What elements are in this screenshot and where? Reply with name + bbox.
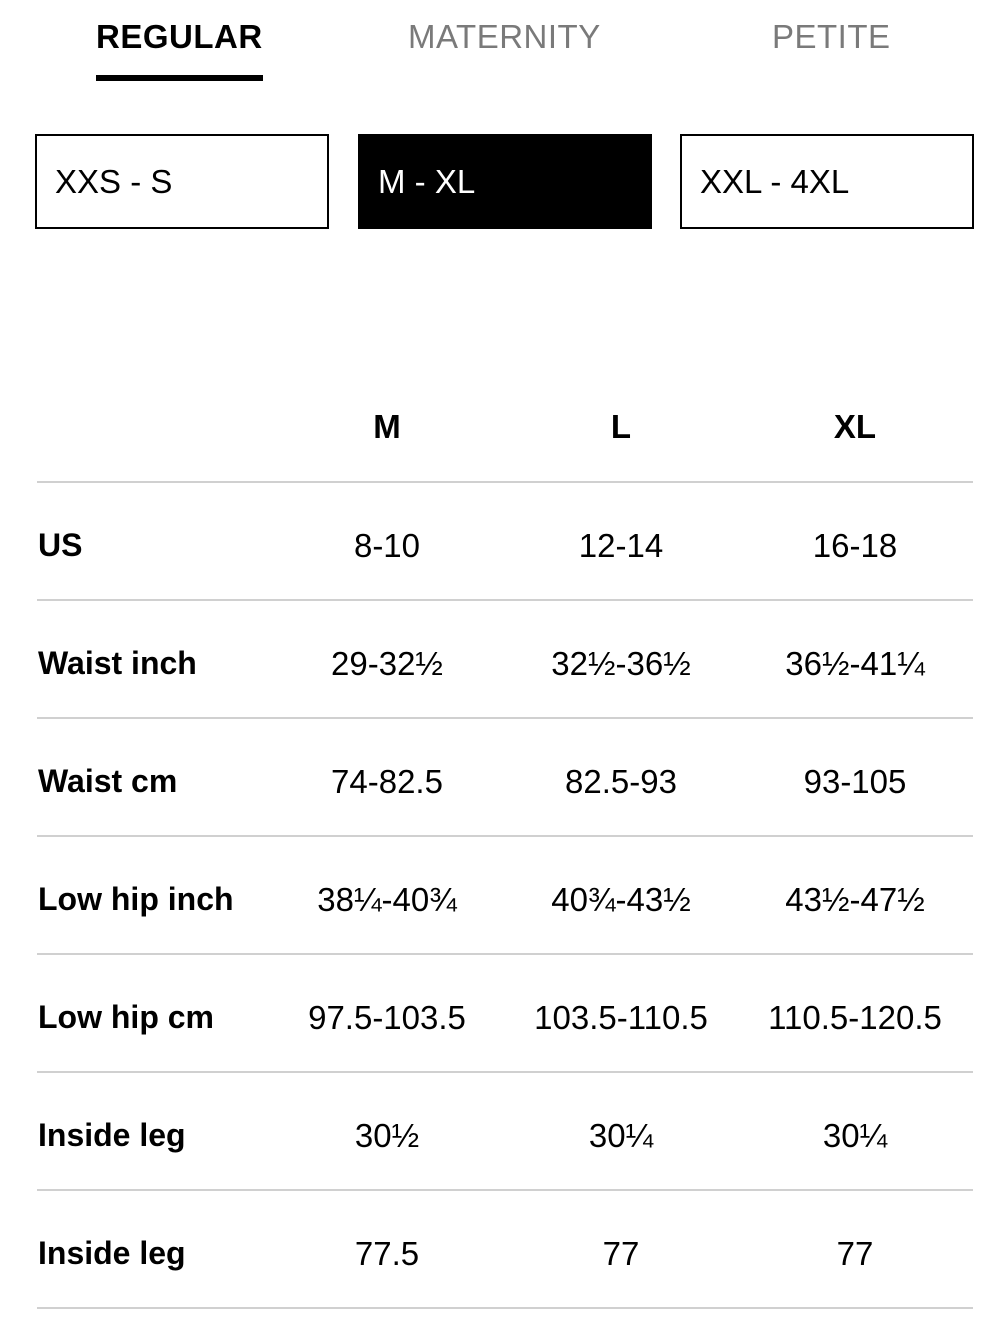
row-divider <box>37 953 973 955</box>
cell-low-hip-inch-xl: 43½-47½ <box>785 881 925 918</box>
size-range-m-xl-button[interactable]: M - XL <box>358 134 652 229</box>
cell-us-xl: 16-18 <box>812 527 898 564</box>
cell-us-l: 12-14 <box>578 527 664 564</box>
cell-waist-cm-xl: 93-105 <box>803 763 907 800</box>
cell-inside-leg-inch-m: 30½ <box>354 1117 420 1154</box>
cell-us-m: 8-10 <box>353 527 421 564</box>
cell-low-hip-cm-l: 103.5-110.5 <box>534 999 708 1036</box>
row-label-waist-cm: Waist cm <box>38 763 178 799</box>
column-header-l: L <box>610 408 632 445</box>
cell-waist-cm-m: 74-82.5 <box>331 763 443 800</box>
fit-tabs <box>0 0 1000 90</box>
row-divider <box>37 481 973 483</box>
cell-inside-leg-inch-l: 30¼ <box>588 1117 654 1154</box>
cell-low-hip-cm-xl: 110.5-120.5 <box>768 999 942 1036</box>
row-divider <box>37 1307 973 1309</box>
cell-waist-inch-l: 32½-36½ <box>551 645 691 682</box>
cell-inside-leg-inch-xl: 30¼ <box>822 1117 888 1154</box>
size-range-xxs-s-button[interactable]: XXS - S <box>35 134 329 229</box>
row-divider <box>37 599 973 601</box>
cell-inside-leg-cm-m: 77.5 <box>354 1235 420 1272</box>
row-divider <box>37 835 973 837</box>
cell-waist-inch-m: 29-32½ <box>331 645 443 682</box>
column-header-m: M <box>373 408 401 445</box>
row-label-low-hip-cm: Low hip cm <box>38 999 214 1035</box>
cell-inside-leg-cm-xl: 77 <box>836 1235 874 1272</box>
row-label-us: US <box>38 527 83 563</box>
row-divider <box>37 1189 973 1191</box>
row-label-inside-leg: Inside leg <box>38 1117 186 1153</box>
size-range-xxl-4xl-button[interactable]: XXL - 4XL <box>680 134 974 229</box>
column-header-xl: XL <box>833 408 877 445</box>
row-divider <box>37 717 973 719</box>
cell-low-hip-inch-m: 38¼-40¾ <box>317 881 457 918</box>
tab-maternity[interactable]: MATERNITY <box>408 18 601 55</box>
cell-waist-cm-l: 82.5-93 <box>565 763 677 800</box>
tab-regular[interactable]: REGULAR <box>96 18 263 55</box>
row-divider <box>37 1071 973 1073</box>
cell-inside-leg-cm-l: 77 <box>602 1235 640 1272</box>
tab-petite[interactable]: PETITE <box>772 18 891 55</box>
row-label-inside-leg: Inside leg <box>38 1235 186 1271</box>
row-label-low-hip-inch: Low hip inch <box>38 881 234 917</box>
active-tab-underline <box>96 75 263 81</box>
cell-low-hip-inch-l: 40¾-43½ <box>551 881 691 918</box>
row-label-waist-inch: Waist inch <box>38 645 197 681</box>
cell-waist-inch-xl: 36½-41¼ <box>785 645 925 682</box>
cell-low-hip-cm-m: 97.5-103.5 <box>308 999 466 1036</box>
